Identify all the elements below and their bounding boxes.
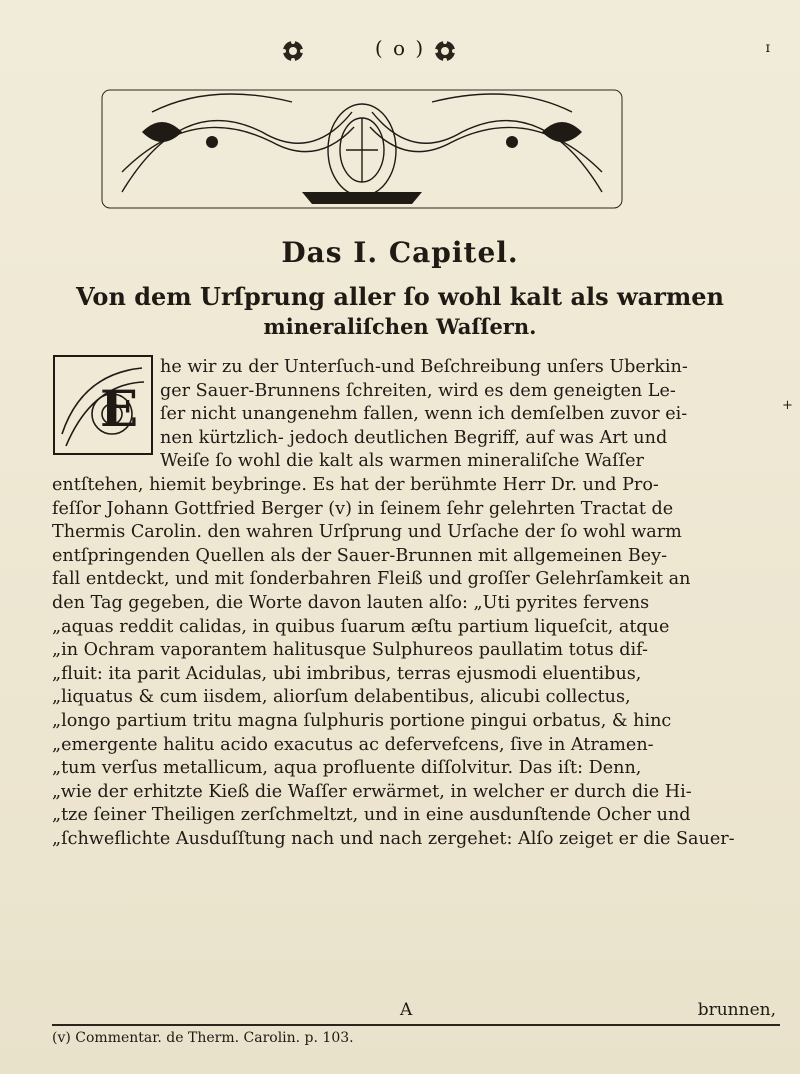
catch-line: [52, 1000, 780, 1022]
decorative-vignette: [62, 72, 662, 222]
signature-letter: A: [400, 1000, 413, 1020]
chapter-title-line2: mineraliſchen Waſſern.: [263, 314, 537, 339]
catchword: brunnen,: [697, 1000, 776, 1020]
flower-ornament-icon: [432, 38, 458, 64]
svg-text:E: E: [100, 379, 139, 438]
text-line: entſpringenden Quellen als der Sauer-Brunnen mit allgemeinen Bey-: [52, 545, 668, 566]
flower-ornament-icon: [280, 38, 306, 64]
chapter-heading: Das I. Capitel.: [281, 236, 519, 269]
text-line: „longo partium tritu magna ſulphuris portione pingui orbatus, & hinc: [52, 710, 672, 731]
text-line: he wir zu der Unterſuch-und Beſchreibung unſers Uberkin-: [160, 357, 688, 377]
footnote-divider: [52, 1024, 780, 1026]
text-line: „tum verſus metallicum, aqua profluente diſſolvitur. Das iſt: Denn,: [52, 758, 642, 779]
text-line: „wie der erhitzte Kieß die Waſſer erwärmet, in welcher er durch die Hi-: [52, 781, 692, 802]
text-line: nen kürtzlich- jedoch deutlichen Begriff, auf was Art und: [160, 427, 668, 448]
text-line: Weiſe ſo wohl die kalt als warmen mineraliſche Waſſer: [160, 451, 644, 472]
chapter-title-line1: Von dem Urſprung aller ſo wohl kalt als warmen: [76, 282, 724, 311]
text-line: „fluit: ita parit Acidulas, ubi imbribus, terras ejusmodi eluentibus,: [52, 663, 642, 684]
signature-mark: ɪ: [765, 40, 770, 56]
text-line: ger Sauer-Brunnens ſchreiten, wird es dem geneigten Le-: [160, 380, 676, 401]
text-line: Thermis Carolin. den wahren Urſprung und Urſache der ſo wohl warm: [52, 522, 682, 543]
body-text: [52, 356, 782, 851]
margin-mark: +: [782, 398, 793, 413]
running-header: [0, 26, 800, 66]
text-line: „ſchweflichte Ausduſſtung nach und nach zergehet: Alſo zeiget er die Sauer-: [52, 828, 735, 849]
text-line: „tze ſeiner Theiligen zerſchmeltzt, und in eine ausdunſtende Ocher und: [52, 805, 691, 826]
text-line: den Tag gegeben, die Worte davon lauten alſo: „Uti pyrites fervens: [52, 592, 650, 613]
text-line: feſſor Johann Gottfried Berger (v) in ſeinem ſehr gelehrten Tractat de: [52, 498, 674, 519]
text-line: fall entdeckt, und mit ſonderbahren Fleiß und groſſer Gelehrſamkeit an: [52, 569, 691, 590]
text-line: „emergente halitu acido exacutus ac defervefcens, ſive in Atramen-: [52, 734, 654, 755]
footnote: (v) Commentar. de Therm. Carolin. p. 103.: [52, 1030, 354, 1046]
text-line: „in Ochram vaporantem halitusque Sulphureos paullatim totus dif-: [52, 640, 648, 661]
page-number: ( o ): [374, 36, 426, 60]
text-line: entſtehen, hiemit beybringe. Es hat der berühmte Herr Dr. und Pro-: [52, 474, 659, 495]
text-line: „liquatus & cum iisdem, aliorſum delabentibus, alicubi collectus,: [52, 687, 631, 708]
text-line: „aquas reddit calidas, in quibus ſuarum æſtu partium liqueſcit, atque: [52, 616, 670, 637]
text-line: ſer nicht unangenehm fallen, wenn ich demſelben zuvor ei-: [160, 404, 688, 425]
